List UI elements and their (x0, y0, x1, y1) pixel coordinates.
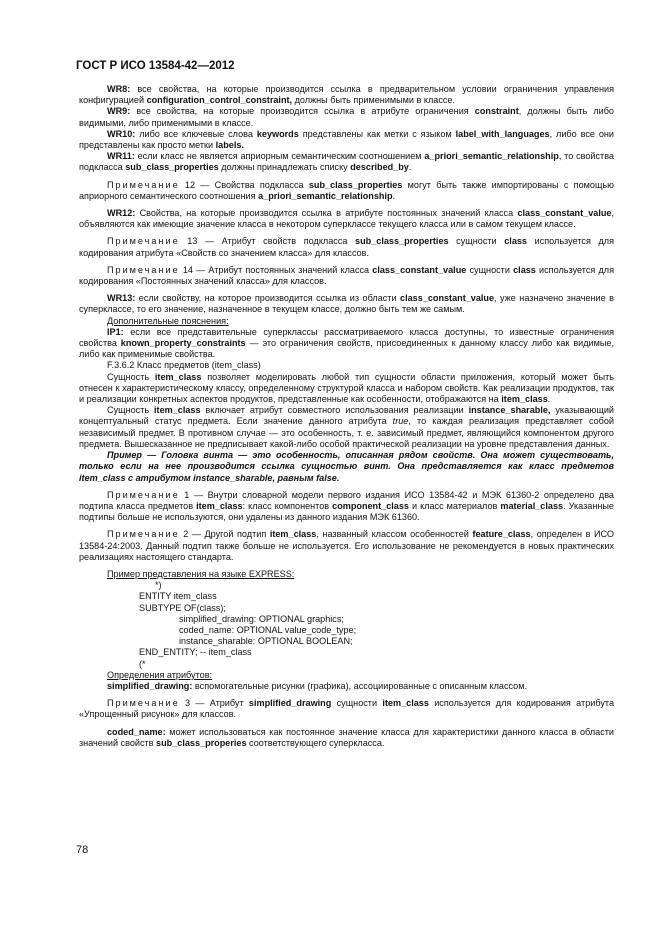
text-run: соответствующего суперкласса. (246, 737, 385, 748)
attribute-definitions-heading (79, 670, 614, 681)
text-run: используется для кодирования атрибута «Упрощенный рисунок» для классов. (79, 698, 615, 720)
identifier: sub_class_properties (125, 162, 219, 173)
text-run: позволяет моделировать любой тип сущности области приложения, который может быть отнесен к характеристическому классу, определенному структурой класса и набором свойств. Как реализации продуктов, так и реализации конкретных аспектов продуктов, представленные как особенности, отображаются на (79, 371, 614, 405)
text-run: все свойства, на которые производится ссылка в атрибуте ограничения (130, 106, 475, 117)
text-run: используется для кодирования атрибута «Свойств со значением класса» для классов. (79, 236, 615, 258)
text-run: 14 — Атрибут постоянных значений класса (179, 264, 373, 275)
identifier: class_constant_value (400, 293, 495, 304)
rule-label: WR8: (107, 84, 131, 94)
section-subheading: Пример представления на языке EXPRESS: (107, 568, 295, 579)
italic-term: true (392, 416, 409, 427)
identifier: keywords (256, 128, 299, 139)
identifier: simplified_drawing: (107, 680, 193, 691)
rule-wr11 (79, 151, 614, 173)
identifier: constraint (474, 106, 519, 117)
text-run: 1 — Внутри словарной модели первого издания ИСО 13584-42 и МЭК 61360-2 определено два подтипа класса предметов (79, 489, 614, 511)
section-title: F.3.6.2 Класс предметов (item_class) (107, 360, 261, 371)
rule-label: WR13: (107, 293, 136, 304)
text-run: . (547, 394, 551, 405)
identifier: simplified_drawing (248, 698, 332, 709)
rule-label: WR11: (107, 151, 135, 162)
text-run: должны принадлежать списку (218, 162, 351, 173)
text-run: либо все ключевые слова (135, 128, 257, 139)
document-header: ГОСТ Р ИСО 13584-42—2012 (76, 60, 235, 72)
identifier: class (504, 236, 527, 247)
identifier: item_class (154, 371, 202, 382)
rule-label: WR10: (107, 128, 136, 139)
text-run: — это ограничения свойств, присоединенных к данному классу либо как видимые, либо как применимые свойства. (79, 338, 614, 360)
code-line: (* (139, 658, 146, 669)
attr-simplified-drawing (79, 681, 614, 692)
identifier: sub_class_properties (355, 236, 449, 247)
section-heading-item-class (79, 360, 614, 371)
page-body (79, 84, 614, 749)
identifier: a_priori_semantic_relationship (424, 151, 559, 162)
identifier: feature_class (472, 529, 531, 540)
text-run: используется для кодирования «Постоянных значений класса» для классов. (79, 264, 615, 287)
rule-wr8 (79, 84, 614, 106)
identifier: item_class (196, 500, 243, 511)
example-screw-head (79, 450, 614, 484)
item-class-description (79, 372, 614, 406)
text-run: указывающий концептуальный статус предмета. Если значение данного атрибута (79, 405, 614, 427)
text-run: 13 — Атрибут свойств подкласса (179, 236, 356, 247)
note-14 (79, 265, 614, 287)
text-run: может использоваться как постоянное значение класса для характеристики данного класса в области значений свойств (79, 726, 614, 748)
example-text: Пример — Головка винта — это особенность, описанная рядом свойств. Она может существовать, только если на нее производится ссылка сущностью винт. Она представляется как класс предметов item_class с атрибутом instance_sharable, равным false. (79, 450, 614, 483)
identifier: component_class (332, 500, 409, 511)
text-run: . (408, 162, 412, 173)
text-run: , объявляются как имеющие значение класса в некотором суперклассе текущего класса или в самом текущем классе. (79, 208, 614, 230)
note-label: Примечание (107, 529, 180, 540)
text-run: , уже назначено значение в суперклассе, то его значение, назначенное в текущем классе, должно быть тем же самым. (79, 293, 614, 315)
text-run: сущности (331, 698, 383, 709)
rule-wr13 (79, 293, 614, 315)
text-run: , названный классом особенностей (316, 529, 473, 540)
code-line: *) (155, 580, 162, 591)
rule-wr10 (79, 129, 614, 151)
note-12 (79, 180, 614, 202)
code-line: END_ENTITY; -- item_class (139, 647, 252, 658)
identifier: label_with_languages (455, 128, 550, 139)
code-line: instance_sharable: OPTIONAL BOOLEAN; (179, 636, 353, 647)
identifier: sub_class_properties (308, 179, 403, 190)
identifier: class_constant_value (517, 208, 612, 219)
code-line: simplified_drawing: OPTIONAL graphics; (179, 613, 344, 624)
note-2 (79, 529, 614, 563)
note-label: Примечание (107, 236, 180, 247)
express-example-heading (79, 569, 614, 580)
identifier: item_class (154, 405, 201, 416)
identifier: configuration_control_constraint, (146, 95, 293, 106)
note-label: Примечание (107, 179, 180, 190)
identifier: described_by (350, 162, 409, 173)
text-run: если все представительные суперклассы рассматриваемого класса доступны, то известные ограничения свойства (79, 326, 614, 349)
text-run: представлены как метки с языком (298, 128, 456, 139)
identifier: instance_sharable, (468, 405, 551, 416)
text-run: Сущность (107, 371, 155, 382)
text-run: включает атрибут совместного использования реализации (200, 405, 469, 416)
text-run: Свойства, на которые производится ссылка в атрибуте постоянных значений класса (135, 208, 518, 219)
rule-label: WR9: (107, 106, 131, 117)
note-1 (79, 490, 614, 524)
additional-explanations-heading (79, 316, 614, 327)
identifier: coded_name: (107, 726, 166, 737)
text-run: и класс материалов (408, 500, 501, 511)
note-13 (79, 236, 614, 258)
text-run: сущности (448, 236, 505, 247)
text-run: все свойства, на которые производится ссылка в предварительном условии ограничения управления конфигурацией (79, 84, 614, 106)
code-line: SUBTYPE OF(class); (139, 602, 226, 613)
code-line: ENTITY item_class (139, 591, 217, 602)
rule-label: WR12: (107, 208, 136, 219)
note-3 (79, 698, 614, 720)
identifier: sub_class_properies (156, 737, 247, 748)
section-subheading: Дополнительные пояснения: (107, 315, 229, 326)
code-line: coded_name: OPTIONAL value_code_type; (179, 624, 357, 635)
page-number: 78 (76, 844, 89, 856)
text-run: сущности (466, 264, 514, 275)
text-run: вспомогательные рисунки (графика), ассоциированные с описанным классом. (192, 680, 527, 691)
item-class-instance-sharable (79, 405, 614, 450)
text-run: Сущность (107, 405, 155, 416)
express-code-block (79, 580, 614, 670)
identifier: item_class (382, 698, 429, 709)
attr-coded-name (79, 727, 614, 749)
identifier: material_class (500, 500, 564, 511)
rule-label: IP1: (107, 326, 124, 337)
note-label: Примечание (107, 698, 180, 709)
text-run: , либо все они представлены как просто метки (79, 128, 614, 151)
text-run: могут быть также импортированы с помощью априорного семантического соотношения (79, 179, 614, 201)
text-run: , то свойства подкласса (79, 151, 614, 173)
identifier: labels. (215, 140, 244, 151)
rule-ip1 (79, 327, 614, 361)
text-run: если свойству, на которое производится ссылка из области (135, 293, 401, 304)
text-run: . Указанные подтипы больше не используются, они удалены из данного издания МЭК 61360. (79, 500, 614, 523)
rule-wr12 (79, 208, 614, 230)
note-label: Примечание (107, 489, 180, 500)
identifier: item_class (269, 529, 317, 540)
section-subheading: Определения атрибутов: (107, 669, 213, 680)
note-label: Примечание (107, 264, 180, 275)
identifier: known_property_constraints (120, 338, 246, 349)
text-run: если класс не является априорным семантическим соотношением (134, 151, 425, 162)
identifier: item_class (501, 394, 548, 405)
text-run: , то каждая реализация представляет собой независимый предмет. В противном случае — это особенность, т. е. зависимый предмет, являющийся компонентом другого предмета. Вышесказанное не предписывает какой-либо особой практической реализации на уровне представления данных. (79, 416, 614, 449)
text-run: должны быть применимыми в классе. (292, 95, 456, 106)
text-run: 3 — Атрибут (179, 698, 249, 709)
identifier: a_priori_semantic_relationship (258, 190, 393, 201)
text-run: 2 — Другой подтип (179, 529, 270, 540)
text-run: . (392, 190, 396, 201)
text-run: , должны быть либо видимыми, либо применимыми в классе. (79, 106, 614, 128)
identifier: class_constant_value (372, 264, 467, 275)
text-run: 12 — Свойства подкласса (179, 179, 309, 190)
text-run: , определен в ИСО 13584-24:2003. Данный подтип также больше не используется. Его использование не рекомендуется в новых практических реализациях настоящего стандарта. (79, 529, 614, 562)
text-run: : класс компонентов (242, 500, 333, 511)
rule-wr9 (79, 106, 614, 128)
identifier: class (513, 264, 536, 275)
